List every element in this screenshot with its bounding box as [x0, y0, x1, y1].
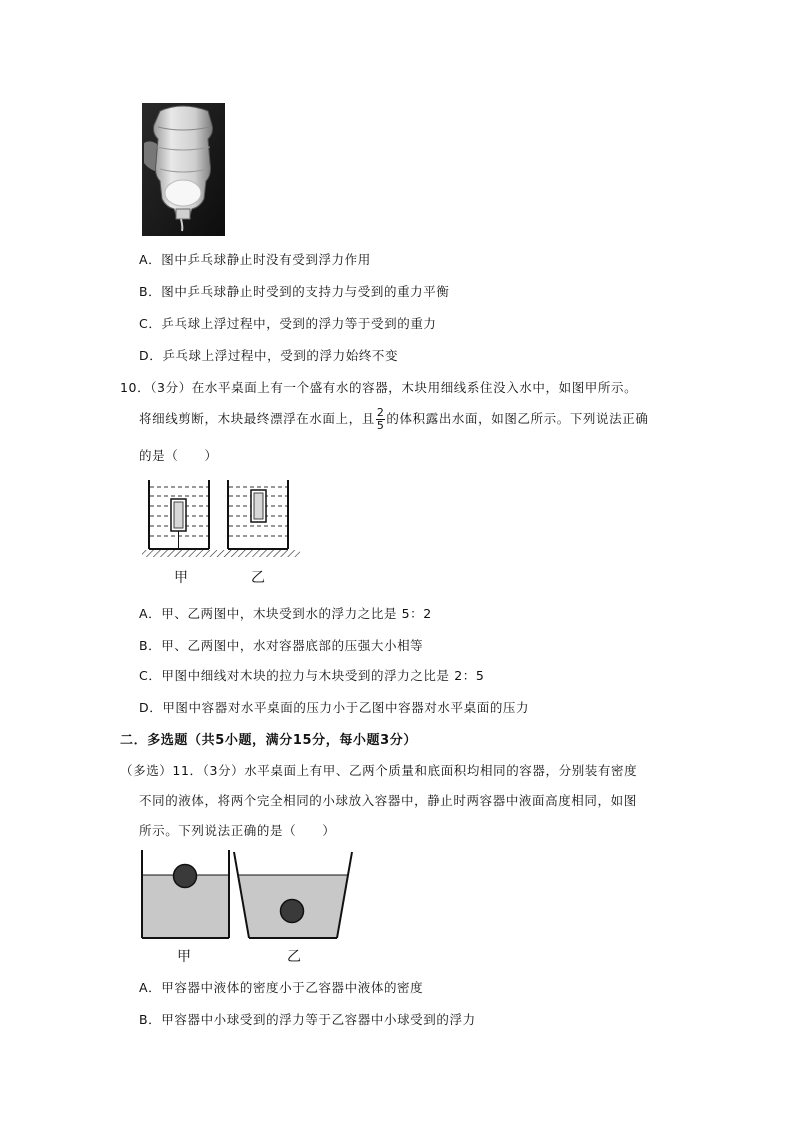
q11-stem-line2: 不同的液体，将两个完全相同的小球放入容器中，静止时两容器中液面高度相同，如图 — [139, 793, 637, 808]
q10-option-b: B．甲、乙两图中，水对容器底部的压强大小相等 — [139, 638, 424, 653]
q11-label-yi: 乙 — [287, 949, 301, 965]
fraction-numerator: 2 — [376, 406, 385, 419]
q11-option-a: A．甲容器中液体的密度小于乙容器中液体的密度 — [139, 980, 424, 995]
ball-yi — [281, 900, 304, 923]
container-yi — [228, 480, 288, 549]
q10-label-jia: 甲 — [174, 570, 188, 586]
container-jia — [149, 480, 209, 549]
fraction — [376, 407, 386, 432]
ball-jia — [174, 865, 197, 888]
q10-stem-line1: 10．（3分）在水平桌面上有一个盛有水的容器，木块用细线系住没入水中，如图甲所示。 — [120, 380, 638, 395]
q11-containers-figure — [140, 850, 354, 942]
q9-option-c: C．乒乓球上浮过程中，受到的浮力等于受到的重力 — [139, 316, 437, 331]
q10-option-a: A．甲、乙两图中，木块受到水的浮力之比是 5：2 — [139, 606, 432, 621]
q11-label-jia: 甲 — [177, 949, 191, 965]
container-jia — [142, 850, 229, 938]
q10-label-yi: 乙 — [251, 570, 265, 586]
q11-stem-line3: 所示。下列说法正确的是（ ） — [139, 823, 336, 838]
q10-stem-line2-after: 的体积露出水面，如图乙所示。下列说法正确 — [386, 411, 649, 426]
q11-option-b: B．甲容器中小球受到的浮力等于乙容器中小球受到的浮力 — [139, 1012, 476, 1027]
bottle-photo — [142, 103, 225, 236]
q10-stem-line3: 的是（ ） — [139, 448, 218, 463]
fraction-denominator: 5 — [376, 419, 385, 432]
q9-option-b: B．图中乒乓球静止时受到的支持力与受到的重力平衡 — [139, 284, 450, 299]
q10-containers-figure — [140, 478, 305, 560]
q11-stem-line1: （多选）11．（3分）水平桌面上有甲、乙两个质量和底面积均相同的容器，分别装有密度 — [120, 763, 638, 778]
q9-option-a: A．图中乒乓球静止时没有受到浮力作用 — [139, 252, 371, 267]
section-title: 二．多选题（共5小题，满分15分，每小题3分） — [120, 733, 417, 748]
q9-option-d: D．乒乓球上浮过程中，受到的浮力始终不变 — [139, 348, 399, 363]
q10-stem-line2-before: 将细线剪断，木块最终漂浮在水面上，且 — [139, 411, 375, 426]
q10-option-d: D．甲图中容器对水平桌面的压力小于乙图中容器对水平桌面的压力 — [139, 700, 530, 715]
q10-option-c: C．甲图中细线对木块的拉力与木块受到的浮力之比是 2：5 — [139, 668, 485, 683]
q10-stem-line2 — [139, 404, 648, 434]
container-yi — [234, 852, 352, 938]
table-surface — [142, 550, 300, 557]
